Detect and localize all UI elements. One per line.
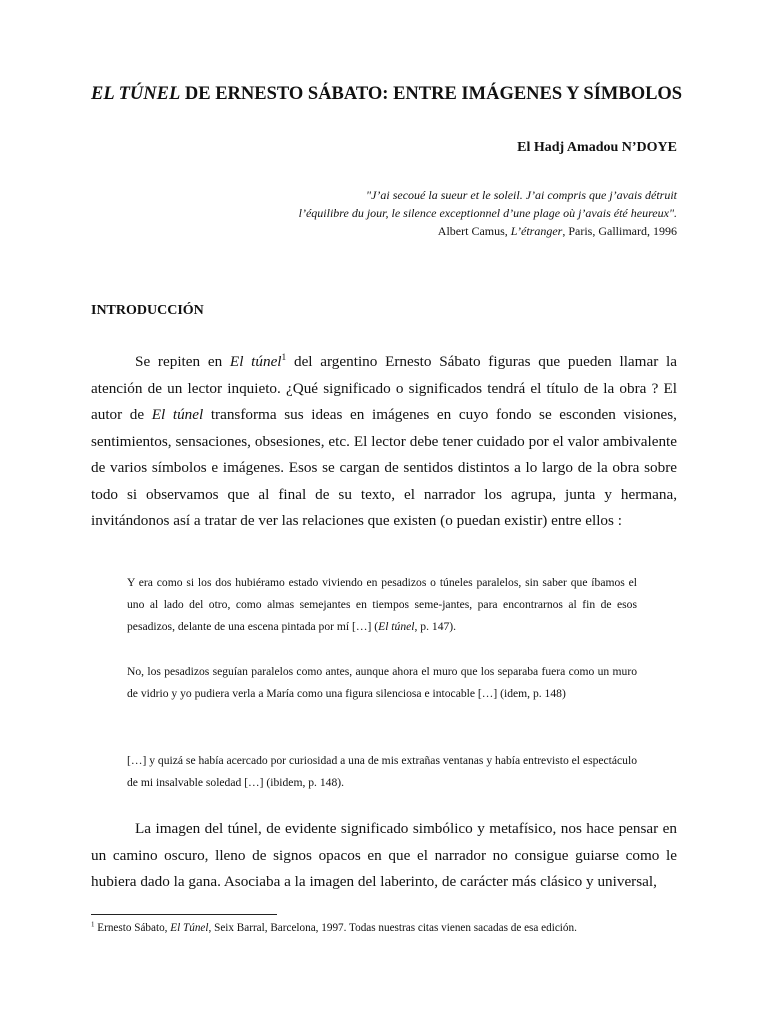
footnote-work: El Túnel bbox=[170, 922, 209, 934]
author-name: El Hadj Amadou N’DOYE bbox=[517, 140, 677, 155]
paragraph-1-s1: Se repiten en bbox=[135, 353, 230, 370]
epigraph-source-author: Albert Camus, bbox=[437, 224, 511, 238]
paragraph-1-s2: del argentino Ernesto Sábato figuras que pueden llamar la atención de un lector inquieto. ¿Qué significado o significados tendrá el título de la obra ? El autor de bbox=[91, 353, 677, 423]
block-quote-1-work: El túnel bbox=[378, 620, 415, 633]
footnote-divider bbox=[91, 914, 277, 915]
title-rest: DE ERNESTO SÁBATO: ENTRE IMÁGENES Y SÍMBOLOS bbox=[180, 84, 683, 104]
block-quote-1-ref: , p. 147). bbox=[414, 620, 457, 633]
paragraph-1-work-2: El túnel bbox=[151, 406, 204, 423]
article-title bbox=[91, 84, 691, 105]
block-quote-2: No, los pesadizos seguían paralelos como antes, aunque ahora el muro que los separaba fuera como un muro de vidrio y yo pudiera verla a María como una figura silenciosa e intocable […] (idem, p. 148) bbox=[127, 665, 637, 700]
paragraph-2: La imagen del túnel, de evidente significado simbólico y metafísico, nos hace pensar en un camino oscuro, lleno de signos opacos en que el narrador no consigue guiarse como le hubiera dado la gana. Asociaba a la imagen del laberinto, de carácter más clásico y universal, bbox=[91, 820, 677, 890]
footnote-marker-link[interactable]: 1 bbox=[281, 352, 287, 363]
epigraph-line-1: "J’ai secoué la sueur et le soleil. J’ai compris que j’avais détruit bbox=[366, 188, 677, 202]
section-heading: INTRODUCCIÓN bbox=[91, 303, 204, 318]
block-quote-3: […] y quizá se había acercado por curiosidad a una de mis extrañas ventanas y había entrevisto el espectáculo de mi insalvable soledad […] (ibidem, p. 148). bbox=[127, 754, 637, 789]
footnote-s2: , Seix Barral, Barcelona, 1997. Todas nuestras citas vienen sacadas de esa edición. bbox=[208, 922, 577, 934]
title-italic: EL TÚNEL bbox=[91, 84, 181, 104]
epigraph-source bbox=[197, 222, 677, 240]
block-quote-1 bbox=[127, 572, 637, 638]
paragraph-1 bbox=[91, 349, 677, 535]
footnote-s1: Ernesto Sábato, bbox=[94, 922, 171, 934]
paragraph-1-s3: transforma sus ideas en imágenes en cuyo fondo se esconden visiones, sentimientos, sensaciones, obsesiones, etc. El lector debe tener cuidado por el valor ambivalente de varios símbolos e imágenes. Esos se cargan de sentidos distintos a lo largo de la obra sobre todo si observamos que al final de su texto, el narrador los agrupa, junta y hermana, invitándonos así a tratar de ver las relaciones que existen (o puedan existir) entre ellos : bbox=[91, 406, 677, 529]
footnote bbox=[91, 920, 691, 936]
block-quote-1-text: Y era como si los dos hubiéramo estado viviendo en pesadizos o túneles paralelos, sin saber que íbamos el uno al lado del otro, como almas semejantes en tiempos seme-jantes, para encontrarnos al fin de esos pesadizos, delante de una escena pintada por mí […] ( bbox=[127, 576, 637, 633]
footnote-mark: 1 bbox=[91, 920, 95, 929]
epigraph bbox=[197, 186, 677, 240]
epigraph-source-title: L’étranger bbox=[510, 224, 563, 238]
epigraph-source-rest: , Paris, Gallimard, 1996 bbox=[562, 224, 677, 238]
paragraph-1-work: El túnel bbox=[229, 353, 282, 370]
epigraph-line-2: l’équilibre du jour, le silence exceptionnel d’une plage où j’avais été heureux". bbox=[298, 206, 677, 220]
